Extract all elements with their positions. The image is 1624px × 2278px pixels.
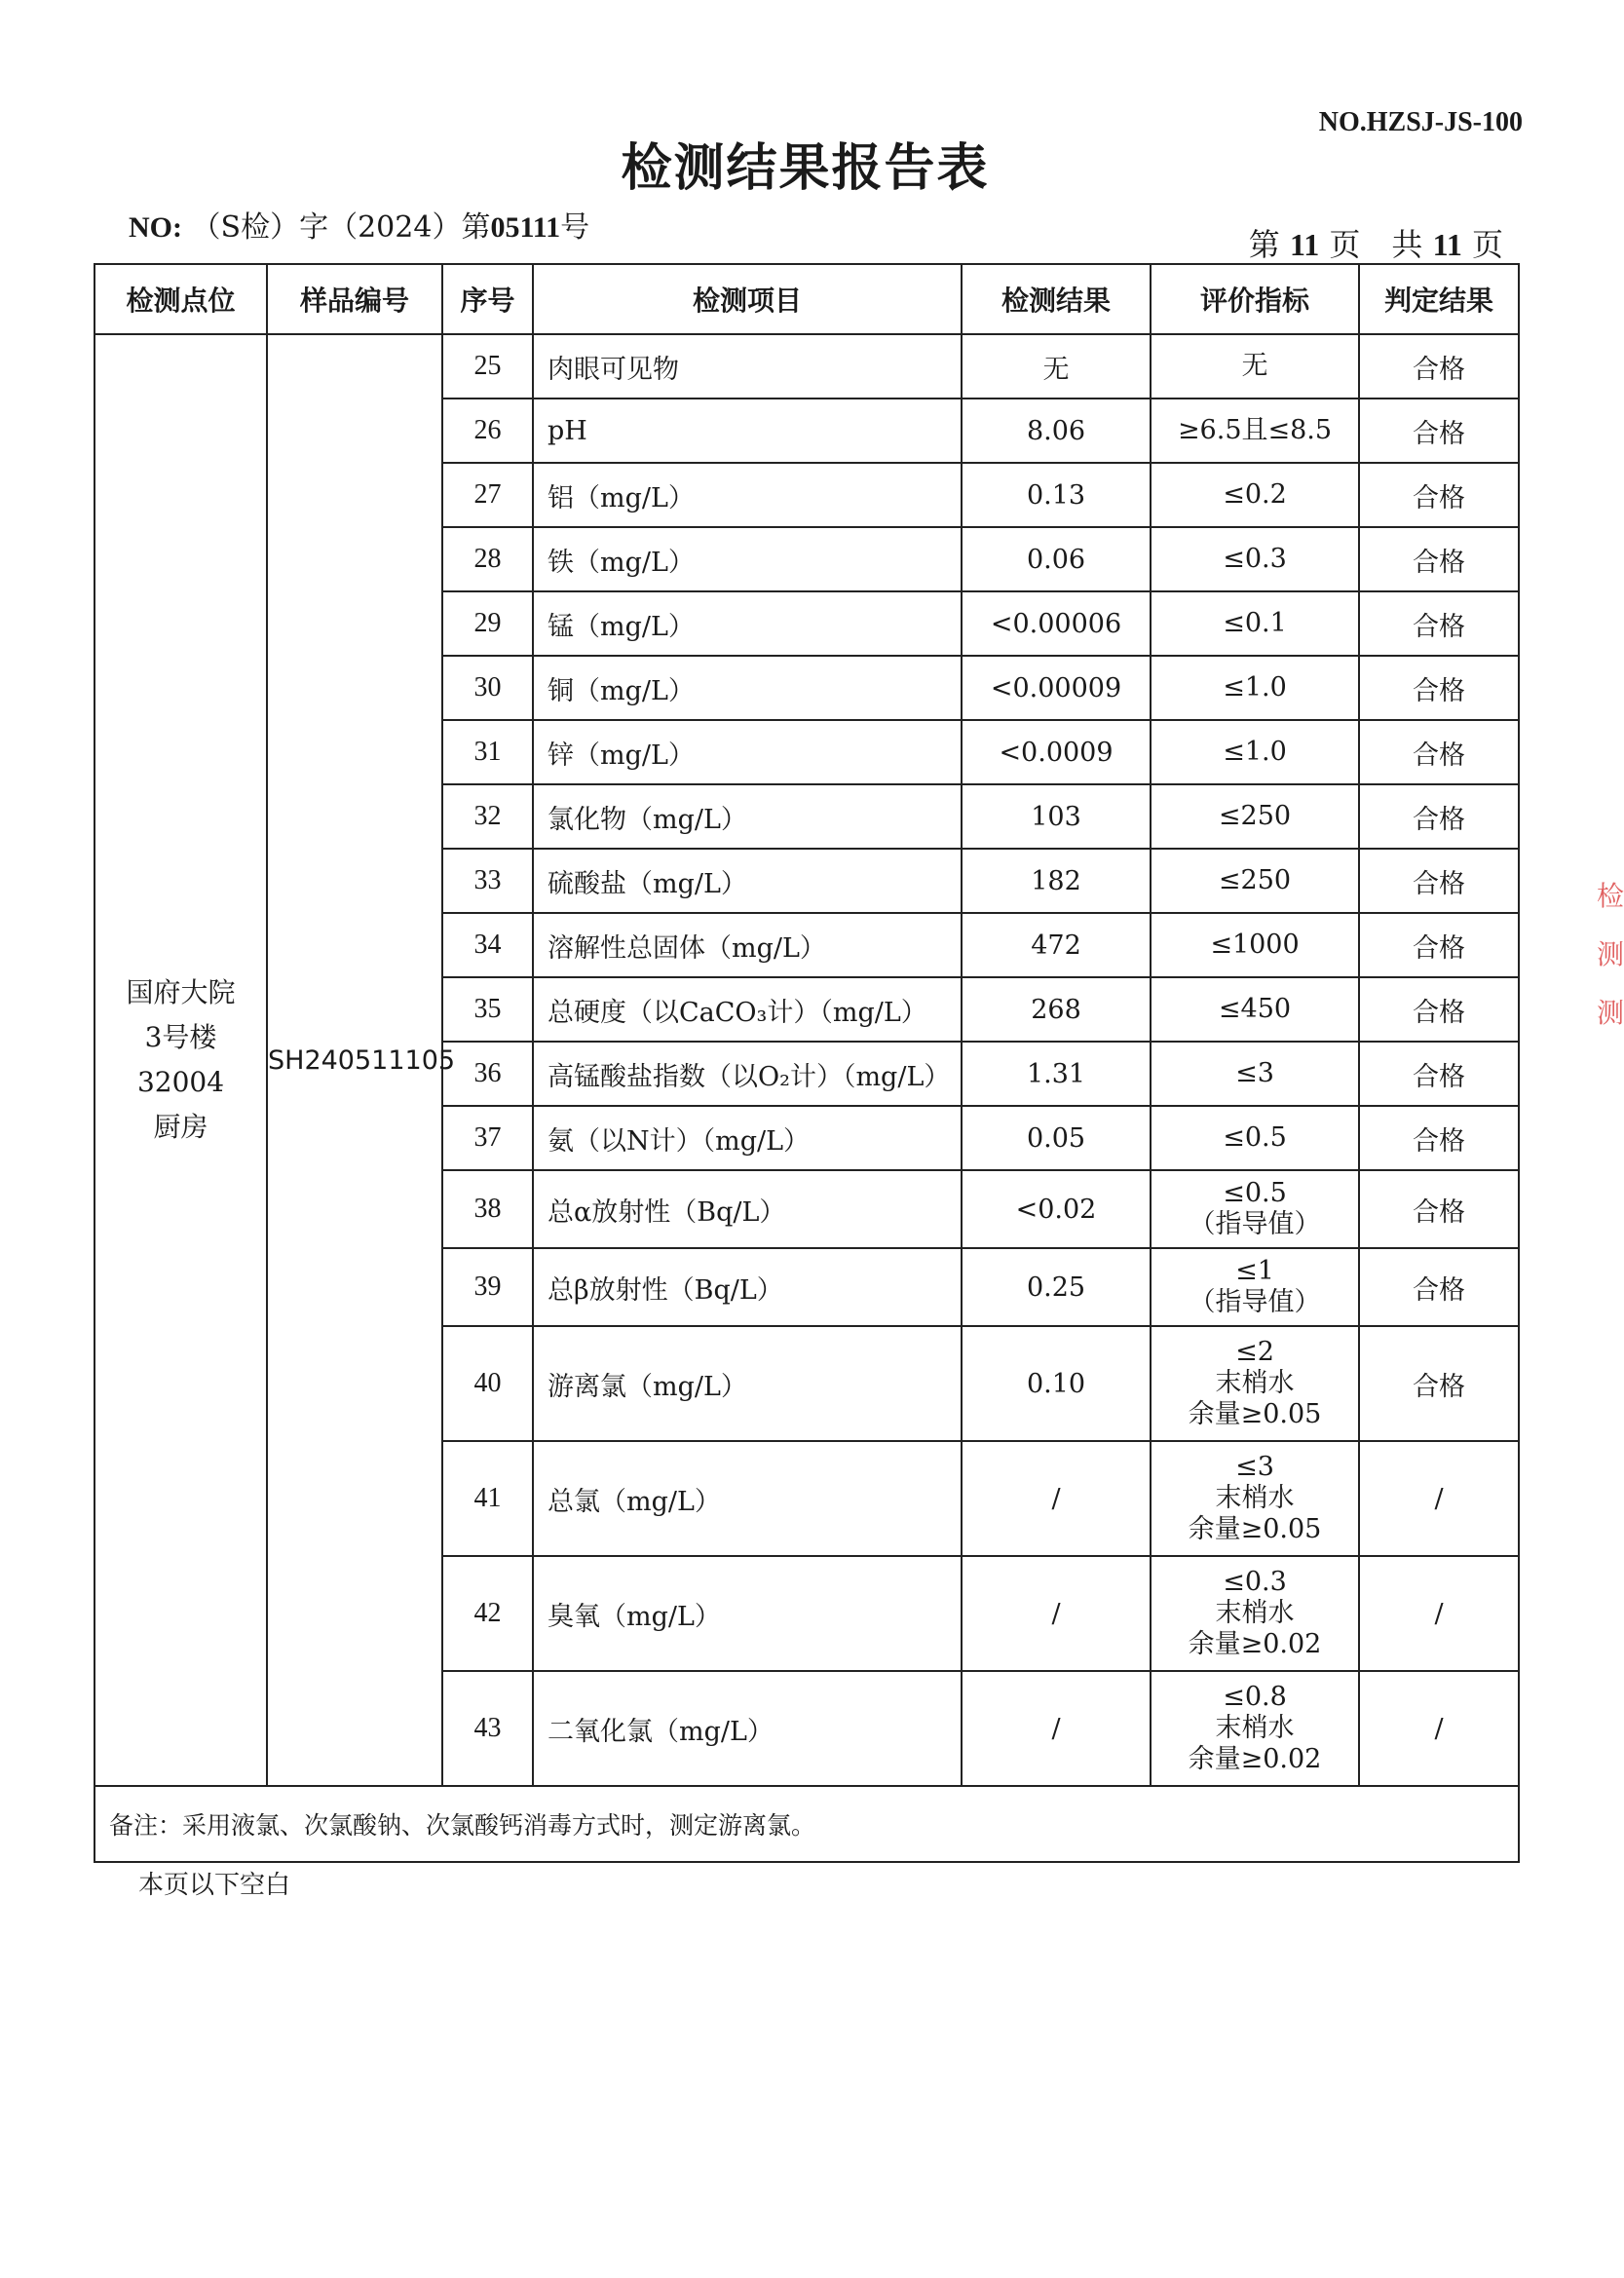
standard-cell: [1151, 399, 1359, 463]
header-standard: 评价指标: [1151, 264, 1359, 334]
standard-line: ≤1: [1235, 1256, 1274, 1286]
standard-cell: [1151, 1042, 1359, 1106]
seq-cell: 30: [442, 656, 533, 720]
verdict-cell: /: [1359, 1441, 1519, 1556]
item-cell: 游离氯（mg/L）: [533, 1326, 962, 1441]
result-cell: <0.00006: [962, 591, 1151, 656]
standard-line: ≤1000: [1210, 930, 1300, 960]
item-cell: 锌（mg/L）: [533, 720, 962, 784]
result-cell: 103: [962, 784, 1151, 849]
verdict-cell: 合格: [1359, 527, 1519, 591]
standard-line: ≤450: [1218, 994, 1292, 1024]
verdict-cell: 合格: [1359, 913, 1519, 977]
standard-cell: [1151, 1106, 1359, 1170]
page-indicator: [1249, 220, 1503, 265]
standard-cell: [1151, 1170, 1359, 1248]
report-number-prefix: NO:: [129, 211, 182, 244]
item-cell: 溶解性总固体（mg/L）: [533, 913, 962, 977]
result-cell: 8.06: [962, 399, 1151, 463]
standard-line: ≤250: [1218, 865, 1292, 895]
header-item: 检测项目: [533, 264, 962, 334]
verdict-cell: 合格: [1359, 463, 1519, 527]
report-number-text: （S检）字（2024）第: [191, 210, 491, 245]
standard-line: ≤1.0: [1223, 672, 1287, 702]
seq-cell: 35: [442, 977, 533, 1042]
item-cell: 铁（mg/L）: [533, 527, 962, 591]
verdict-cell: 合格: [1359, 1106, 1519, 1170]
seq-cell: 41: [442, 1441, 533, 1556]
seq-cell: 29: [442, 591, 533, 656]
result-cell: 0.10: [962, 1326, 1151, 1441]
standard-line: ≤0.2: [1223, 479, 1287, 510]
result-cell: /: [962, 1441, 1151, 1556]
verdict-cell: 合格: [1359, 784, 1519, 849]
verdict-cell: /: [1359, 1671, 1519, 1786]
standard-line: 无: [1241, 351, 1268, 381]
item-cell: 二氧化氯（mg/L）: [533, 1671, 962, 1786]
seq-cell: 32: [442, 784, 533, 849]
result-cell: <0.00009: [962, 656, 1151, 720]
item-cell: 总氯（mg/L）: [533, 1441, 962, 1556]
page-middle: 页 共: [1329, 226, 1423, 263]
standard-line: ≤3: [1235, 1058, 1274, 1088]
result-cell: 0.06: [962, 527, 1151, 591]
standard-cell: [1151, 913, 1359, 977]
standard-line: 末梢水: [1215, 1483, 1295, 1513]
report-number-suffix: 号: [560, 210, 590, 245]
result-cell: 无: [962, 334, 1151, 399]
table-row: [94, 334, 1519, 399]
standard-line: ≤0.3: [1223, 1567, 1287, 1597]
document-code: NO.HZSJ-JS-100: [1318, 107, 1523, 137]
seq-cell: 34: [442, 913, 533, 977]
note-row: [94, 1786, 1519, 1862]
seq-cell: 26: [442, 399, 533, 463]
location-cell: [94, 334, 267, 1786]
standard-line: （指导值）: [1189, 1209, 1321, 1239]
verdict-cell: 合格: [1359, 591, 1519, 656]
standard-line: 余量≥0.02: [1188, 1744, 1322, 1774]
item-cell: 臭氧（mg/L）: [533, 1556, 962, 1671]
item-cell: 总β放射性（Bq/L）: [533, 1248, 962, 1326]
verdict-cell: 合格: [1359, 849, 1519, 913]
verdict-cell: 合格: [1359, 1326, 1519, 1441]
location-line: 3号楼: [144, 1021, 217, 1053]
verdict-cell: 合格: [1359, 399, 1519, 463]
seq-cell: 33: [442, 849, 533, 913]
result-cell: 0.25: [962, 1248, 1151, 1326]
standard-cell: [1151, 656, 1359, 720]
seq-cell: 37: [442, 1106, 533, 1170]
standard-line: 余量≥0.02: [1188, 1629, 1322, 1659]
seq-cell: 39: [442, 1248, 533, 1326]
standard-line: ≤2: [1235, 1337, 1274, 1367]
result-cell: /: [962, 1556, 1151, 1671]
item-cell: 铝（mg/L）: [533, 463, 962, 527]
result-cell: <0.02: [962, 1170, 1151, 1248]
standard-cell: [1151, 1326, 1359, 1441]
item-cell: 高锰酸盐指数（以O₂计）（mg/L）: [533, 1042, 962, 1106]
result-cell: 268: [962, 977, 1151, 1042]
seq-cell: 40: [442, 1326, 533, 1441]
result-cell: 182: [962, 849, 1151, 913]
result-cell: 0.05: [962, 1106, 1151, 1170]
standard-cell: [1151, 334, 1359, 399]
standard-cell: [1151, 1248, 1359, 1326]
page-current: 11: [1289, 227, 1320, 262]
standard-line: （指导值）: [1189, 1287, 1321, 1317]
standard-cell: [1151, 784, 1359, 849]
standard-cell: [1151, 1556, 1359, 1671]
seq-cell: 42: [442, 1556, 533, 1671]
standard-cell: [1151, 1441, 1359, 1556]
standard-line: ≤0.3: [1223, 544, 1287, 574]
item-cell: 锰（mg/L）: [533, 591, 962, 656]
seq-cell: 36: [442, 1042, 533, 1106]
standard-line: ≤0.8: [1223, 1682, 1287, 1712]
verdict-cell: 合格: [1359, 1170, 1519, 1248]
result-cell: 472: [962, 913, 1151, 977]
standard-line: 余量≥0.05: [1188, 1399, 1322, 1429]
report-number-value: 05111: [490, 211, 561, 244]
standard-cell: [1151, 849, 1359, 913]
standard-cell: [1151, 1671, 1359, 1786]
sample-id-cell: SH240511105: [267, 334, 442, 1786]
seq-cell: 27: [442, 463, 533, 527]
standard-line: 余量≥0.05: [1188, 1514, 1322, 1544]
verdict-cell: /: [1359, 1556, 1519, 1671]
verdict-cell: 合格: [1359, 1042, 1519, 1106]
seq-cell: 43: [442, 1671, 533, 1786]
standard-line: ≤0.5: [1223, 1122, 1287, 1153]
page-title: 检测结果报告表: [621, 138, 990, 198]
result-cell: 0.13: [962, 463, 1151, 527]
standard-cell: [1151, 527, 1359, 591]
location-line: 32004: [136, 1066, 225, 1098]
blank-page-note: 本页以下空白: [138, 1871, 291, 1900]
seq-cell: 25: [442, 334, 533, 399]
results-table: [94, 263, 1520, 1863]
standard-cell: [1151, 591, 1359, 656]
standard-line: ≤250: [1218, 801, 1292, 831]
item-cell: 铜（mg/L）: [533, 656, 962, 720]
standard-cell: [1151, 463, 1359, 527]
item-cell: pH: [533, 399, 962, 463]
standard-line: ≤0.1: [1223, 608, 1287, 638]
seq-cell: 28: [442, 527, 533, 591]
page-prefix: 第: [1248, 226, 1280, 263]
seq-cell: 38: [442, 1170, 533, 1248]
header-result: 检测结果: [962, 264, 1151, 334]
seal-fragment: 检 测 测: [1597, 880, 1624, 1029]
location-line: 厨房: [153, 1111, 208, 1143]
standard-line: ≤3: [1235, 1452, 1274, 1482]
note-text: 备注：采用液氯、次氯酸钠、次氯酸钙消毒方式时，测定游离氯。: [94, 1786, 1519, 1862]
standard-line: 末梢水: [1215, 1368, 1295, 1398]
verdict-cell: 合格: [1359, 1248, 1519, 1326]
verdict-cell: 合格: [1359, 334, 1519, 399]
item-cell: 硫酸盐（mg/L）: [533, 849, 962, 913]
standard-line: ≤1.0: [1223, 737, 1287, 767]
item-cell: 总硬度（以CaCO₃计）（mg/L）: [533, 977, 962, 1042]
page-suffix: 页: [1471, 226, 1503, 263]
verdict-cell: 合格: [1359, 720, 1519, 784]
standard-line: ≥6.5且≤8.5: [1177, 415, 1333, 445]
standard-line: 末梢水: [1215, 1598, 1295, 1628]
standard-cell: [1151, 720, 1359, 784]
result-cell: /: [962, 1671, 1151, 1786]
item-cell: 氯化物（mg/L）: [533, 784, 962, 849]
header-seq: 序号: [442, 264, 533, 334]
item-cell: 肉眼可见物: [533, 334, 962, 399]
standard-line: 末梢水: [1215, 1713, 1295, 1743]
result-cell: 1.31: [962, 1042, 1151, 1106]
standard-cell: [1151, 977, 1359, 1042]
table-header-row: [94, 264, 1519, 334]
item-cell: 氨（以N计）（mg/L）: [533, 1106, 962, 1170]
header-location: 检测点位: [94, 264, 267, 334]
header-sample-id: 样品编号: [267, 264, 442, 334]
verdict-cell: 合格: [1359, 656, 1519, 720]
result-cell: <0.0009: [962, 720, 1151, 784]
page-total: 11: [1432, 227, 1462, 262]
location-line: 国府大院: [126, 976, 236, 1008]
header-verdict: 判定结果: [1359, 264, 1519, 334]
report-number: [129, 203, 589, 246]
seq-cell: 31: [442, 720, 533, 784]
item-cell: 总α放射性（Bq/L）: [533, 1170, 962, 1248]
standard-line: ≤0.5: [1223, 1178, 1287, 1208]
verdict-cell: 合格: [1359, 977, 1519, 1042]
